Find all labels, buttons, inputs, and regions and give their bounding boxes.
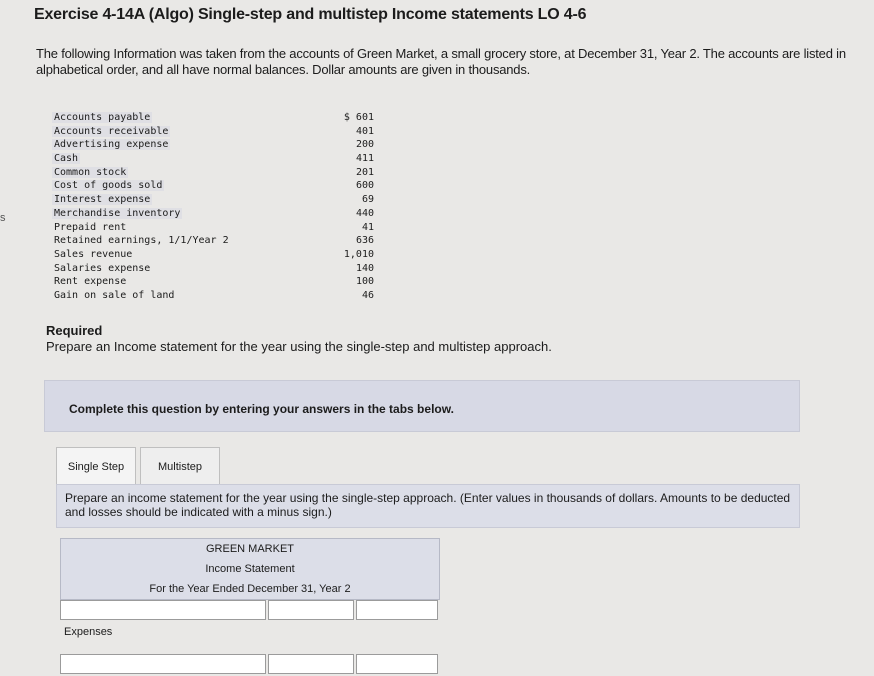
account-name: Advertising expense xyxy=(54,139,169,151)
account-name: Gain on sale of land xyxy=(54,289,175,301)
account-amount: 41 xyxy=(361,221,374,233)
account-name: Cash xyxy=(54,153,79,165)
account-name: Salaries expense xyxy=(54,262,151,274)
banner-text: Complete this question by entering your answers in the tabs below. xyxy=(69,402,454,416)
account-row xyxy=(48,290,378,304)
tab-instructions xyxy=(56,484,800,528)
intro-text: The following Information was taken from the accounts of Green Market, a small grocery store, at December 31, Year 2. The accounts are listed in alphabetical order, and all have normal balances. Dollar amounts are given in thousands. xyxy=(36,46,846,77)
statement-name: Income Statement xyxy=(205,563,295,575)
account-name: Prepaid rent xyxy=(54,221,127,233)
account-amount: 200 xyxy=(355,139,374,151)
account-name: Merchandise inventory xyxy=(54,207,181,219)
tab-single-step[interactable]: Single Step xyxy=(56,447,136,485)
account-amount: 201 xyxy=(355,166,374,178)
account-row xyxy=(48,112,378,126)
account-name: Cost of goods sold xyxy=(54,180,163,192)
account-row xyxy=(48,235,378,249)
required-text: Prepare an Income statement for the year using the single-step and multistep approach. xyxy=(46,339,552,354)
account-row xyxy=(48,208,378,222)
required-label: Required xyxy=(46,323,103,338)
statement-period: For the Year Ended December 31, Year 2 xyxy=(149,583,351,595)
tab-instructions-text: Prepare an income statement for the year using the single-step approach. (Enter values in thousands of dollars. Amounts to be deducted and losses should be indicated with a minus sign.) xyxy=(65,491,791,519)
account-amount: 140 xyxy=(355,262,374,274)
account-name: Accounts receivable xyxy=(54,125,169,137)
statement-company: GREEN MARKET xyxy=(205,543,294,555)
statement-row xyxy=(60,654,440,676)
account-row xyxy=(48,263,378,277)
account-row xyxy=(48,167,378,181)
account-name: Sales revenue xyxy=(54,248,133,260)
account-amount: $ 601 xyxy=(343,112,374,123)
statement-header xyxy=(60,538,440,600)
account-row xyxy=(48,249,378,263)
account-name: Rent expense xyxy=(54,276,127,288)
account-amount: 636 xyxy=(355,235,374,247)
required-section xyxy=(46,323,552,355)
account-row xyxy=(48,139,378,153)
row-label-input[interactable] xyxy=(60,600,266,620)
row-amount-input[interactable] xyxy=(268,654,354,674)
tab-multistep[interactable]: Multistep xyxy=(140,447,220,485)
account-amount: 440 xyxy=(355,207,374,219)
account-row xyxy=(48,180,378,194)
account-amount: 46 xyxy=(361,289,374,301)
row-total-input[interactable] xyxy=(356,654,438,674)
income-statement-form xyxy=(60,538,440,676)
left-edge-fragment: s xyxy=(0,212,6,224)
account-amount: 69 xyxy=(361,194,374,206)
account-amount: 411 xyxy=(355,153,374,165)
account-row xyxy=(48,194,378,208)
statement-section-row xyxy=(60,622,440,642)
account-name: Common stock xyxy=(54,166,127,178)
account-amount: 401 xyxy=(355,125,374,137)
account-name: Accounts payable xyxy=(54,112,151,123)
account-row xyxy=(48,276,378,290)
accounts-list xyxy=(48,112,378,304)
instructions-banner xyxy=(44,380,800,432)
row-label-input[interactable] xyxy=(60,654,266,674)
account-name: Retained earnings, 1/1/Year 2 xyxy=(54,235,229,247)
account-amount: 1,010 xyxy=(343,248,374,260)
statement-row xyxy=(60,600,440,622)
account-name: Interest expense xyxy=(54,194,151,206)
expenses-section-label: Expenses xyxy=(64,626,113,638)
account-row xyxy=(48,222,378,236)
account-amount: 600 xyxy=(355,180,374,192)
account-row xyxy=(48,126,378,140)
row-total-input[interactable] xyxy=(356,600,438,620)
account-row xyxy=(48,153,378,167)
account-amount: 100 xyxy=(355,276,374,288)
exercise-title: Exercise 4-14A (Algo) Single-step and multistep Income statements LO 4-6 xyxy=(34,6,587,23)
row-amount-input[interactable] xyxy=(268,600,354,620)
